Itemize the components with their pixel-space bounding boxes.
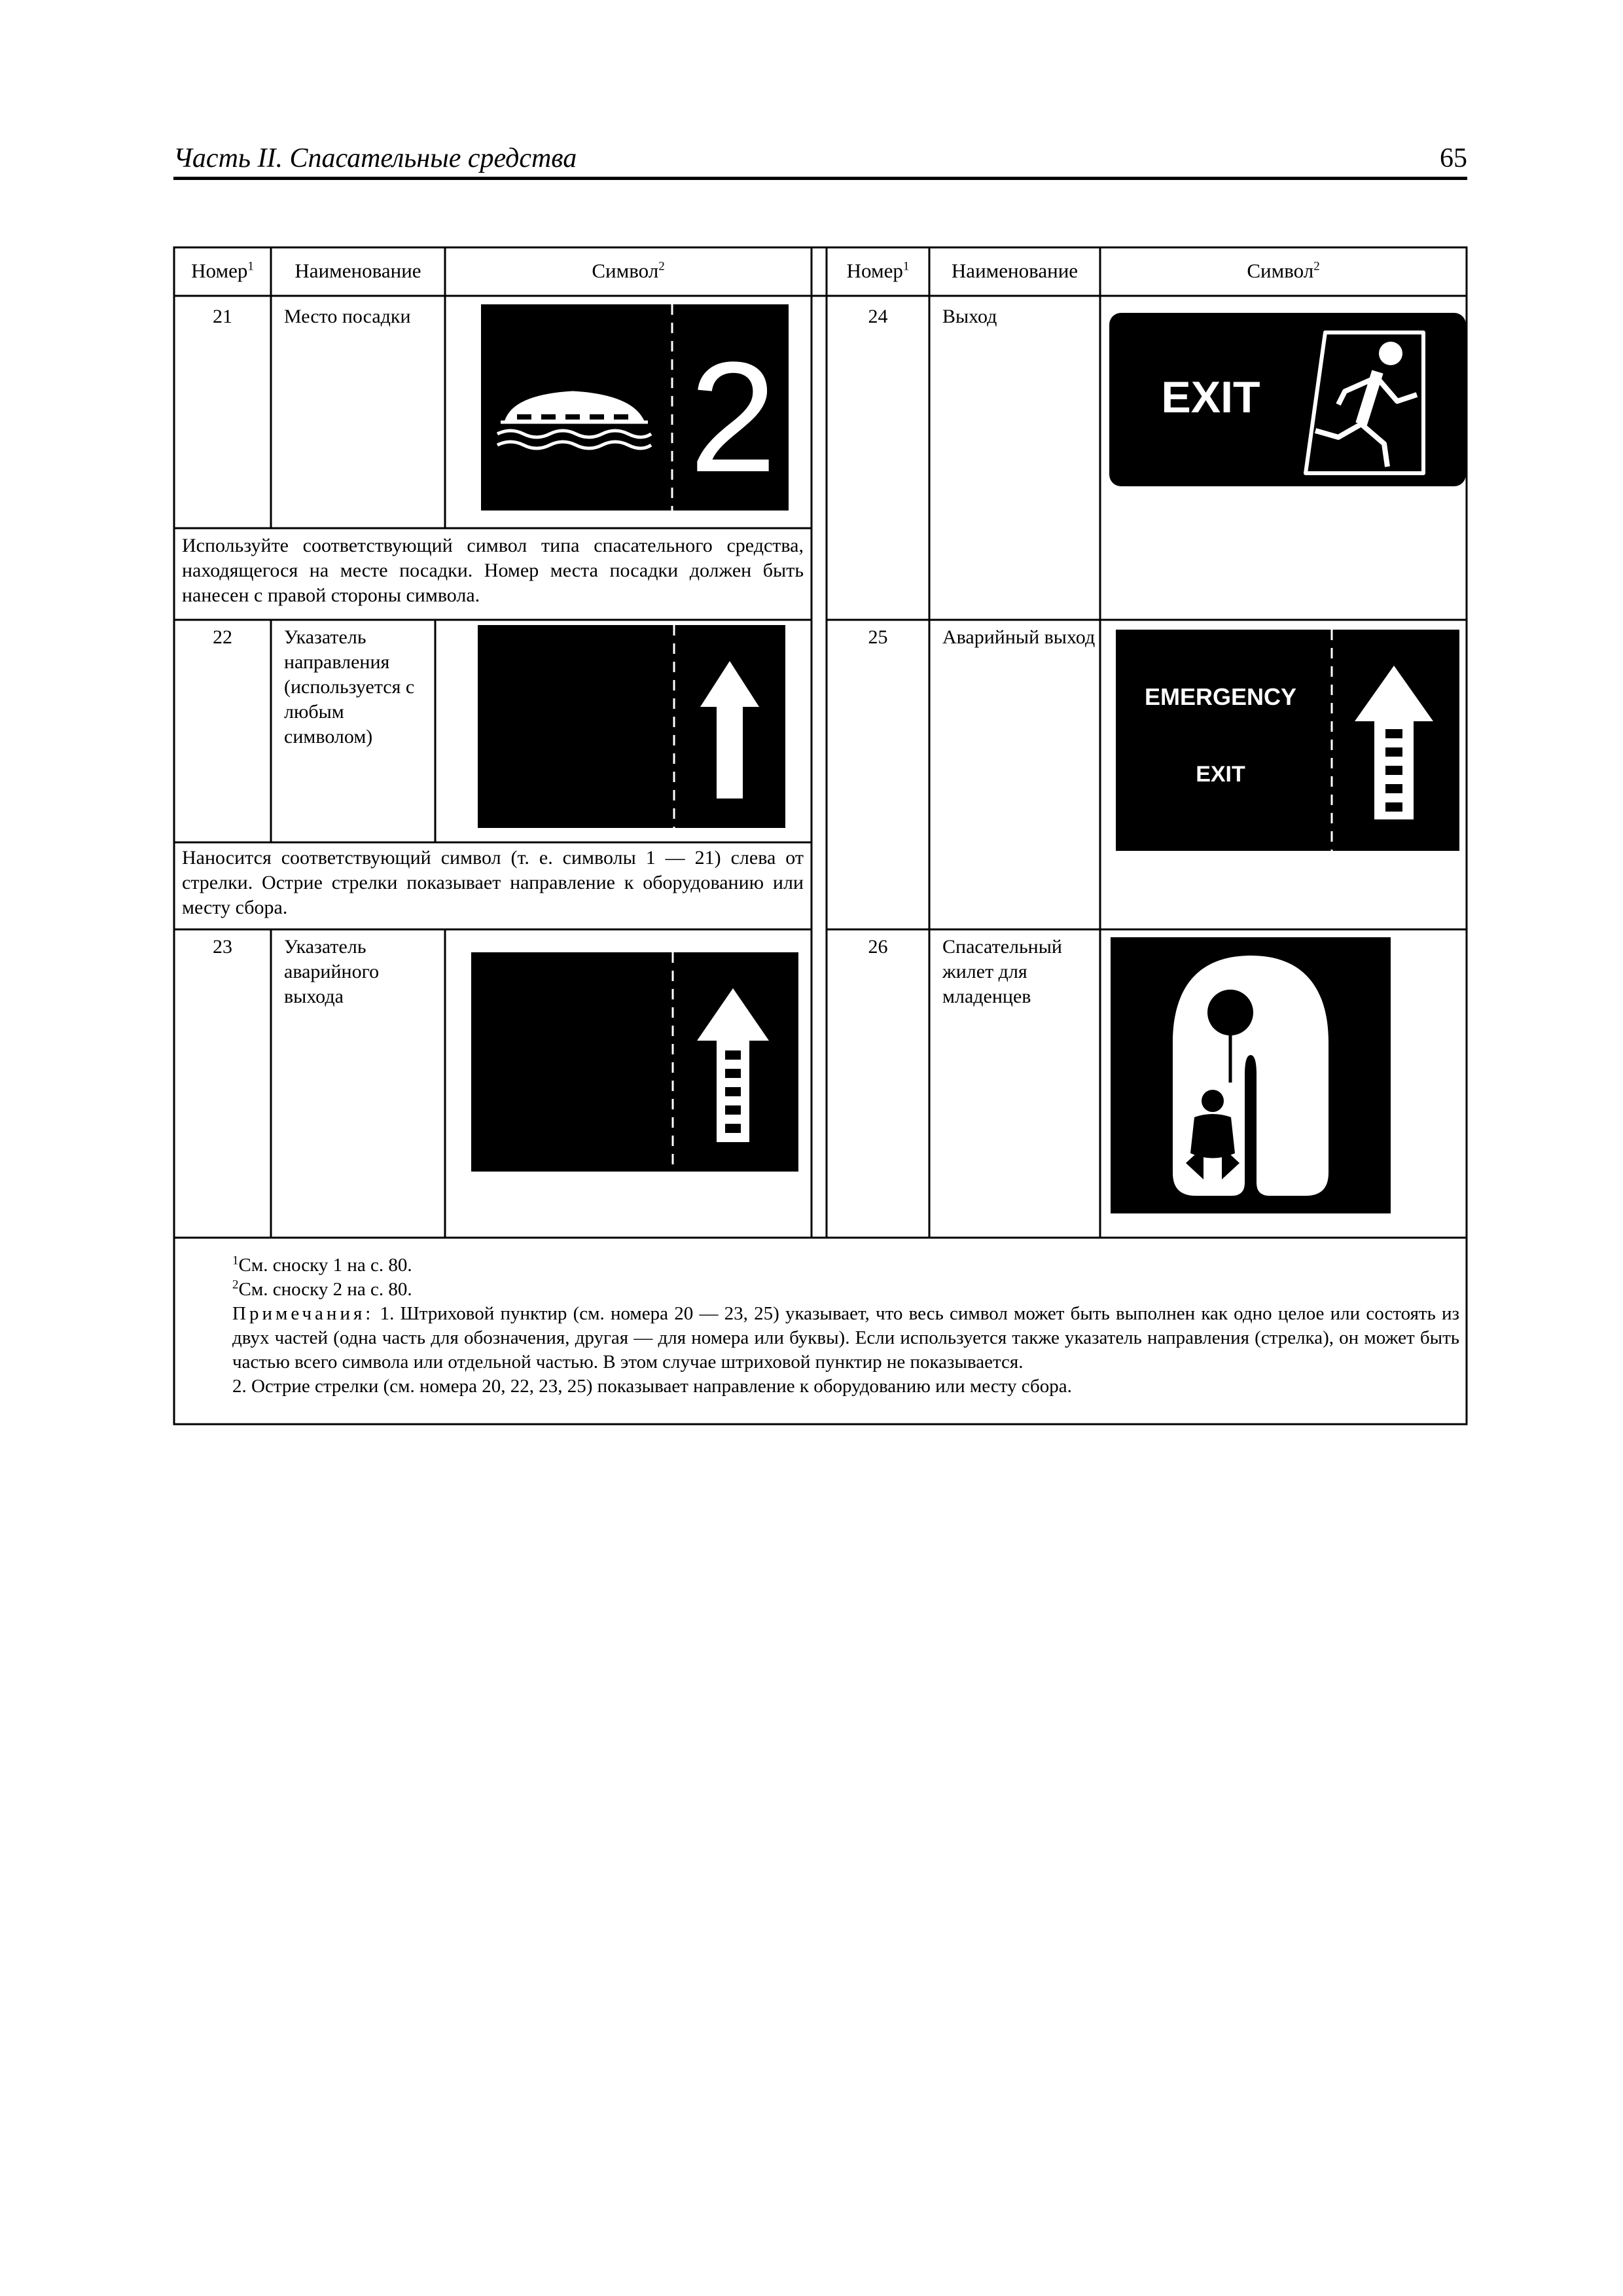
footnotes	[180, 1253, 1459, 1399]
row-24-name: Выход	[942, 306, 997, 327]
page-title: Часть II. Спасательные средства	[173, 143, 577, 173]
header-number-right: Номер$^1$	[846, 259, 910, 282]
emergency-exit-sign-icon	[1116, 630, 1459, 851]
row-21-name: Место посадки	[284, 306, 411, 327]
direction-indicator-icon	[478, 625, 785, 828]
page-number: 65	[1440, 143, 1467, 173]
header-number-left: Номер$^1$	[191, 259, 254, 282]
row-22-name: Указатель направления (используется с любым символом)	[284, 626, 415, 747]
exit-text: EXIT	[1196, 762, 1245, 787]
note-1: Примечания: 1. Штриховой пунктир (см. номера 20 — 23, 25) указывает, что весь символ может быть выполнен как одно целое или состоять из двух частей (одна часть для обозначения, другая — для номера или буквы). Если используется также указатель направления (стрелка), он может быть частью всего символа или отдельной частью. В этом случае штриховой пунктир не показывается.	[232, 1303, 1460, 1372]
embarkation-station-icon	[481, 304, 789, 511]
row-22-number: 22	[213, 626, 232, 648]
footnote-1: $^1$См. сноску 1 на с. 80.	[232, 1253, 412, 1276]
row-23-number: 23	[213, 936, 232, 958]
row-23-name: Указатель аварийного выхода	[284, 936, 380, 1007]
header-rule	[173, 177, 1467, 180]
row-21-number: 21	[213, 306, 232, 327]
row-25-number: 25	[868, 626, 888, 648]
exit-sign-icon	[1109, 313, 1466, 486]
row-25-name: Аварийный выход	[942, 626, 1096, 648]
header-symbol-right: Символ$^2$	[1247, 259, 1320, 282]
header-name-left: Наименование	[294, 259, 421, 282]
notes-label: Примечания:	[232, 1303, 374, 1324]
note-2: 2. Острие стрелки (см. номера 20, 22, 23, 25) показывает направление к оборудованию или месту сбора.	[232, 1376, 1072, 1397]
row-26-name: Спасательный жилет для младенцев	[942, 936, 1062, 1007]
row-22-note: Наносится соответствующий символ (т. е. символы 1 — 21) слева от стрелки. Острие стрелки показывает направление к оборудованию или месту сбора.	[182, 847, 804, 918]
infant-lifejacket-icon	[1111, 937, 1391, 1213]
row-26-number: 26	[868, 936, 888, 958]
row-21-note: Используйте соответствующий символ типа спасательного средства, находящегося на месте посадки. Номер места посадки должен быть нанесен с правой стороны символа.	[182, 535, 804, 606]
station-number-text: 2	[689, 329, 777, 505]
exit-text: EXIT	[1161, 372, 1260, 422]
emergency-exit-indicator-icon	[471, 952, 798, 1172]
footnote-2: $^2$См. сноску 2 на с. 80.	[232, 1278, 412, 1300]
emergency-text: EMERGENCY	[1144, 683, 1297, 710]
header-name-right: Наименование	[951, 259, 1079, 282]
running-head	[173, 143, 1467, 182]
row-24-number: 24	[868, 306, 888, 327]
header-symbol-left: Символ$^2$	[592, 259, 665, 282]
